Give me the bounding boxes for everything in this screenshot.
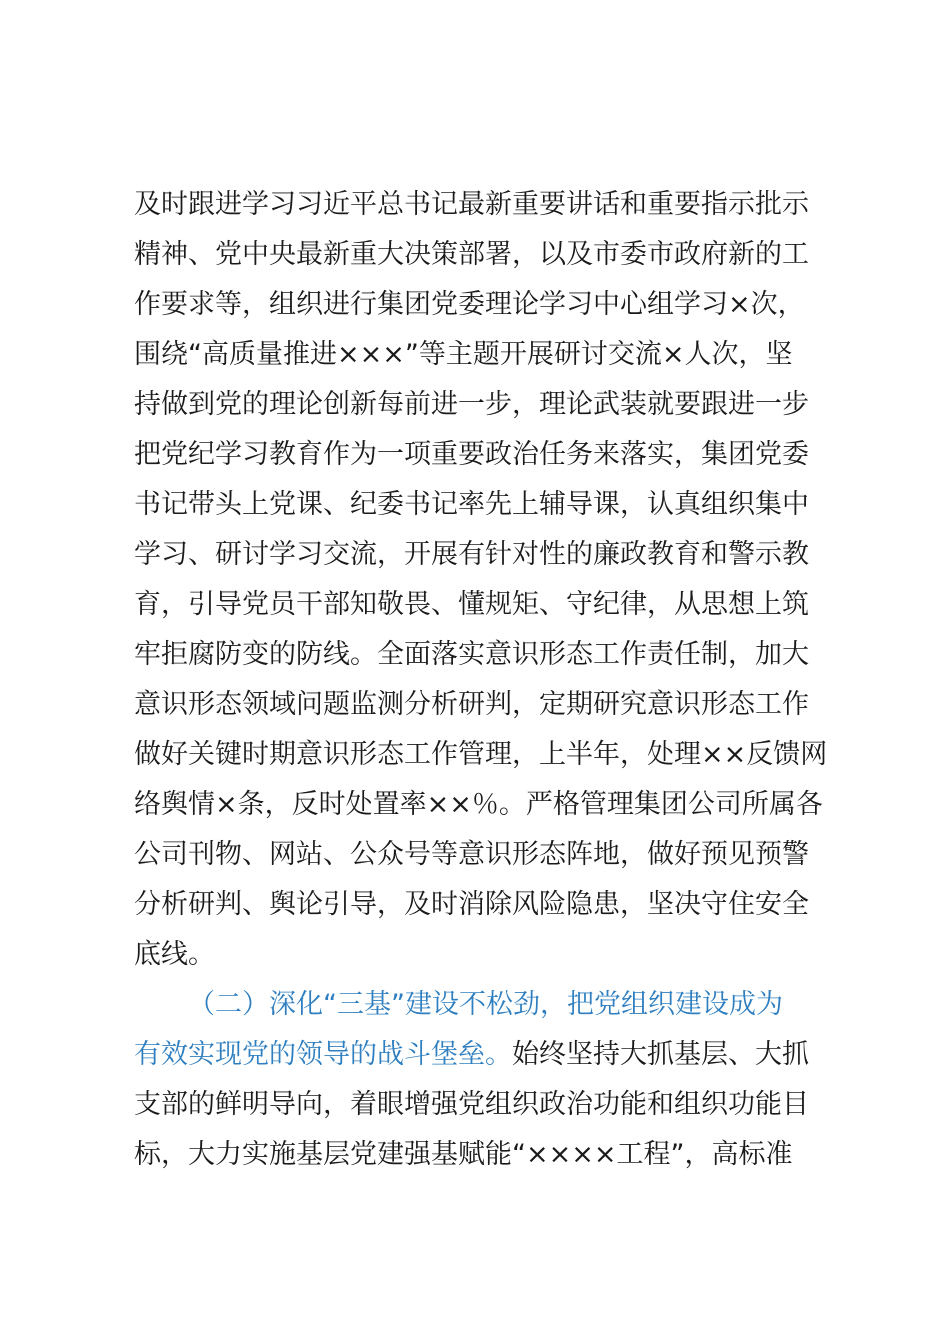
paragraph-line: 公司刊物、网站、公众号等意识形态阵地，做好预见预警 — [134, 839, 809, 870]
paragraph-line: 把党纪学习教育作为一项重要政治任务来落实，集团党委 — [134, 439, 809, 470]
paragraph-line: 牢拒腐防变的防线。全面落实意识形态工作责任制，加大 — [134, 639, 809, 670]
section-heading-continued: 有效实现党的领导的战斗堡垒。 — [134, 1039, 512, 1070]
body-text — [134, 180, 854, 1180]
paragraph-line: 意识形态领域问题监测分析研判，定期研究意识形态工作 — [134, 689, 809, 720]
paragraph-line: 做好关键时期意识形态工作管理，上半年，处理××反馈网 — [134, 739, 828, 770]
paragraph-line: 持做到党的理论创新每前进一步，理论武装就要跟进一步 — [134, 389, 809, 420]
paragraph-line: 学习、研讨学习交流，开展有针对性的廉政教育和警示教 — [134, 539, 809, 570]
paragraph-line — [134, 1030, 854, 1080]
paragraph-line: 及时跟进学习习近平总书记最新重要讲话和重要指示批示 — [134, 189, 809, 220]
paragraph-line: 作要求等，组织进行集团党委理论学习中心组学习×次， — [134, 289, 805, 320]
paragraph-line: 围绕“高质量推进×××”等主题开展研讨交流×人次，坚 — [134, 339, 793, 370]
paragraph-line: 分析研判、舆论引导，及时消除风险隐患，坚决守住安全 — [134, 889, 809, 920]
paragraph-line: 络舆情×条，反时处置率××％。严格管理集团公司所属各 — [134, 789, 823, 820]
paragraph-line: 精神、党中央最新重大决策部署，以及市委市政府新的工 — [134, 239, 809, 270]
paragraph-text: 始终坚持大抓基层、大抓 — [512, 1039, 809, 1070]
paragraph-line: 育，引导党员干部知敬畏、懂规矩、守纪律，从思想上筑 — [134, 589, 809, 620]
section-heading: （二）深化“三基”建设不松劲，把党组织建设成为 — [188, 989, 783, 1020]
paragraph-line: 支部的鲜明导向，着眼增强党组织政治功能和组织功能目 — [134, 1089, 809, 1120]
paragraph-line: 标，大力实施基层党建强基赋能“××××工程”，高标准 — [134, 1139, 793, 1170]
paragraph-line: 底线。 — [134, 939, 215, 970]
paragraph-line: 书记带头上党课、纪委书记率先上辅导课，认真组织集中 — [134, 489, 809, 520]
